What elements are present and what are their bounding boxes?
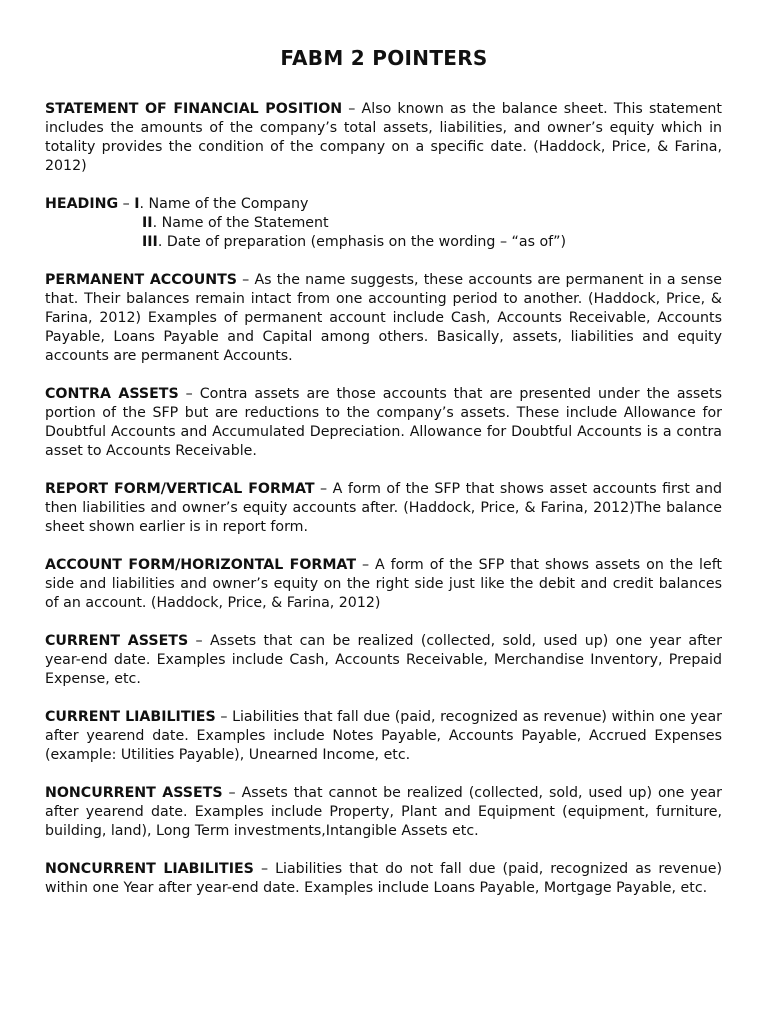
heading-item-text: . Name of the Company [139,196,309,212]
paragraph-report-form [45,480,722,537]
heading-item-text: . Date of preparation (emphasis on the wording – “as of”) [157,234,567,250]
term-label: NONCURRENT ASSETS [45,785,223,801]
roman-numeral: III [142,234,158,250]
term-label: ACCOUNT FORM/HORIZONTAL FORMAT [45,557,356,573]
definition-text: – Liabilities that do not fall due (paid, recognized as revenue) within one Year after year-end date. Examples include Loans Payable, Mortgage Payable, etc. [45,861,722,896]
definition-text: – Assets that can be realized (collected, sold, used up) one year after year-end date. Examples include Cash, Accounts Receivable, Merchandise Inventory, Prepaid Expense, etc. [45,633,722,687]
definition-text: – As the name suggests, these accounts are permanent in a sense that. Their balances remain intact from one accounting period to another. (Haddock, Price, & Farina, 2012) Examples of permanent account include Cash, Accounts Receivable, Accounts Payable, Loans Payable and Capital among others. Basically, assets, liabilities and equity accounts are permanent Accounts. [45,272,722,364]
term-label: CONTRA ASSETS [45,386,179,402]
paragraph-account-form [45,556,722,613]
page-title: FABM 2 POINTERS [280,46,488,70]
paragraph-noncurrent-liabilities [45,860,722,898]
paragraph-current-liabilities [45,708,722,765]
heading-line-3 [142,233,722,252]
term-separator: – [118,196,135,212]
heading-line-2 [142,214,722,233]
term-label: CURRENT ASSETS [45,633,189,649]
document-body [45,100,722,917]
roman-numeral: I [134,196,140,212]
term-label: NONCURRENT LIABILITIES [45,861,254,877]
term-label: CURRENT LIABILITIES [45,709,216,725]
paragraph-noncurrent-assets [45,784,722,841]
paragraph-heading [45,195,722,252]
term-label: STATEMENT OF FINANCIAL POSITION [45,101,343,117]
term-label: PERMANENT ACCOUNTS [45,272,237,288]
definition-text: – A form of the SFP that shows asset accounts first and then liabilities and owner’s equity accounts after. (Haddock, Price, & Farina, 2012)The balance sheet shown earlier is in report form. [45,481,722,535]
paragraph-statement-of-financial-position [45,100,722,176]
definition-text: – Also known as the balance sheet. This statement includes the amounts of the company’s total assets, liabilities, and owner’s equity which in totality provides the condition of the company on a specific date. (Haddock, Price, & Farina, 2012) [45,101,722,174]
heading-line-1 [45,195,722,214]
term-label: REPORT FORM/VERTICAL FORMAT [45,481,315,497]
heading-item-text: . Name of the Statement [152,215,329,231]
roman-numeral: II [142,215,153,231]
paragraph-permanent-accounts [45,271,722,366]
paragraph-contra-assets [45,385,722,461]
definition-text: – Assets that cannot be realized (collected, sold, used up) one year after yearend date. Examples include Property, Plant and Equipment (equipment, furniture, building, land), Long Term investments,Intangible Assets etc. [45,785,722,839]
definition-text: – A form of the SFP that shows assets on the left side and liabilities and owner’s equity on the right side just like the debit and credit balances of an account. (Haddock, Price, & Farina, 2012) [45,557,722,611]
term-label: HEADING [45,196,119,212]
definition-text: – Contra assets are those accounts that are presented under the assets portion of the SFP but are reductions to the company’s assets. These include Allowance for Doubtful Accounts and Accumulated Depreciation. Allowance for Doubtful Accounts is a contra asset to Accounts Receivable. [45,386,722,459]
definition-text: – Liabilities that fall due (paid, recognized as revenue) within one year after yearend date. Examples include Notes Payable, Accounts Payable, Accrued Expenses (example: Utilities Payable), Unearned Income, etc. [45,709,722,763]
paragraph-current-assets [45,632,722,689]
